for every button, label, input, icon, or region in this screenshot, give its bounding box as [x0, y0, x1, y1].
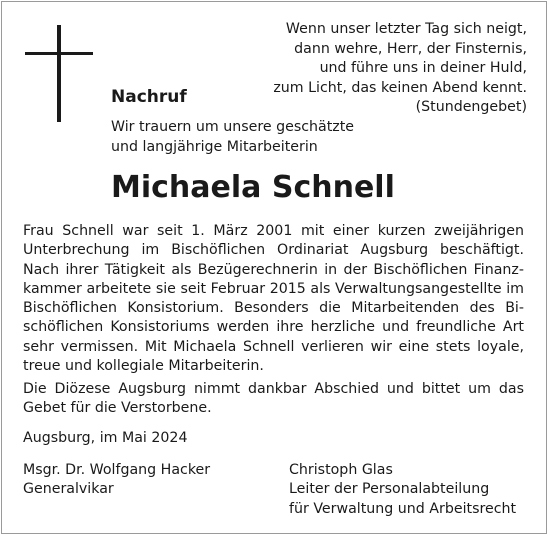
intro-line: und langjährige Mitarbeiterin	[111, 138, 318, 155]
intro-line: Wir trauern um unsere geschätzte	[111, 119, 354, 135]
verse-line: dann wehre, Herr, der Finsternis,	[294, 40, 527, 57]
signatory-name: Msgr. Dr. Wolfgang Hacker	[23, 462, 211, 478]
verse-source: (Stundengebet)	[415, 99, 527, 115]
cross-vertical-bar	[57, 25, 61, 122]
obituary-heading: Nachruf	[111, 87, 187, 107]
signatory-title: Generalvikar	[23, 481, 114, 498]
verse-line: und führe uns in deiner Huld,	[319, 60, 527, 76]
verse-block	[273, 20, 527, 118]
verse-line: Wenn unser letzter Tag sich neigt,	[285, 21, 527, 37]
verse-line: zum Licht, das keinen Abend kennt.	[273, 79, 527, 96]
signatory-left	[23, 461, 210, 500]
cross-horizontal-bar	[25, 52, 93, 55]
deceased-name: Michaela Schnell	[111, 170, 395, 205]
signatory-title: Leiter der Personalabteilung	[289, 481, 490, 498]
place-date: Augsburg, im Mai 2024	[23, 430, 188, 446]
signatory-title: für Verwaltung und Arbeitsrecht	[289, 500, 517, 517]
body-paragraph	[23, 222, 524, 376]
body-text: Frau Schnell war seit 1. März 2001 mit einer kurzen zweijährigen Unterbrechung im Bischöflichen Ordinariat Augsburg beschäftigt. Nach ihrer Tätigkeit als Bezügerechnerin in der Bischöflichen Finanzkammer arbeitete sie seit Februar 2015 als Verwaltungsangestellte im Bischöflichen Konsistorium. Besonders die Mitarbeitenden des Bischöflichen Konsistoriums werden ihre herzliche und freundliche Art sehr vermissen. Mit Michaela Schnell verlieren wir eine stets loyale, treue und kollegiale Mitarbeiterin.	[23, 223, 524, 375]
signatory-right	[289, 461, 516, 519]
intro-text	[111, 118, 354, 157]
closing-paragraph: Die Diözese Augsburg nimmt dankbar Abschied und bittet um das Gebet für die Verstorbene.	[23, 381, 524, 417]
signatory-name: Christoph Glas	[289, 462, 393, 478]
